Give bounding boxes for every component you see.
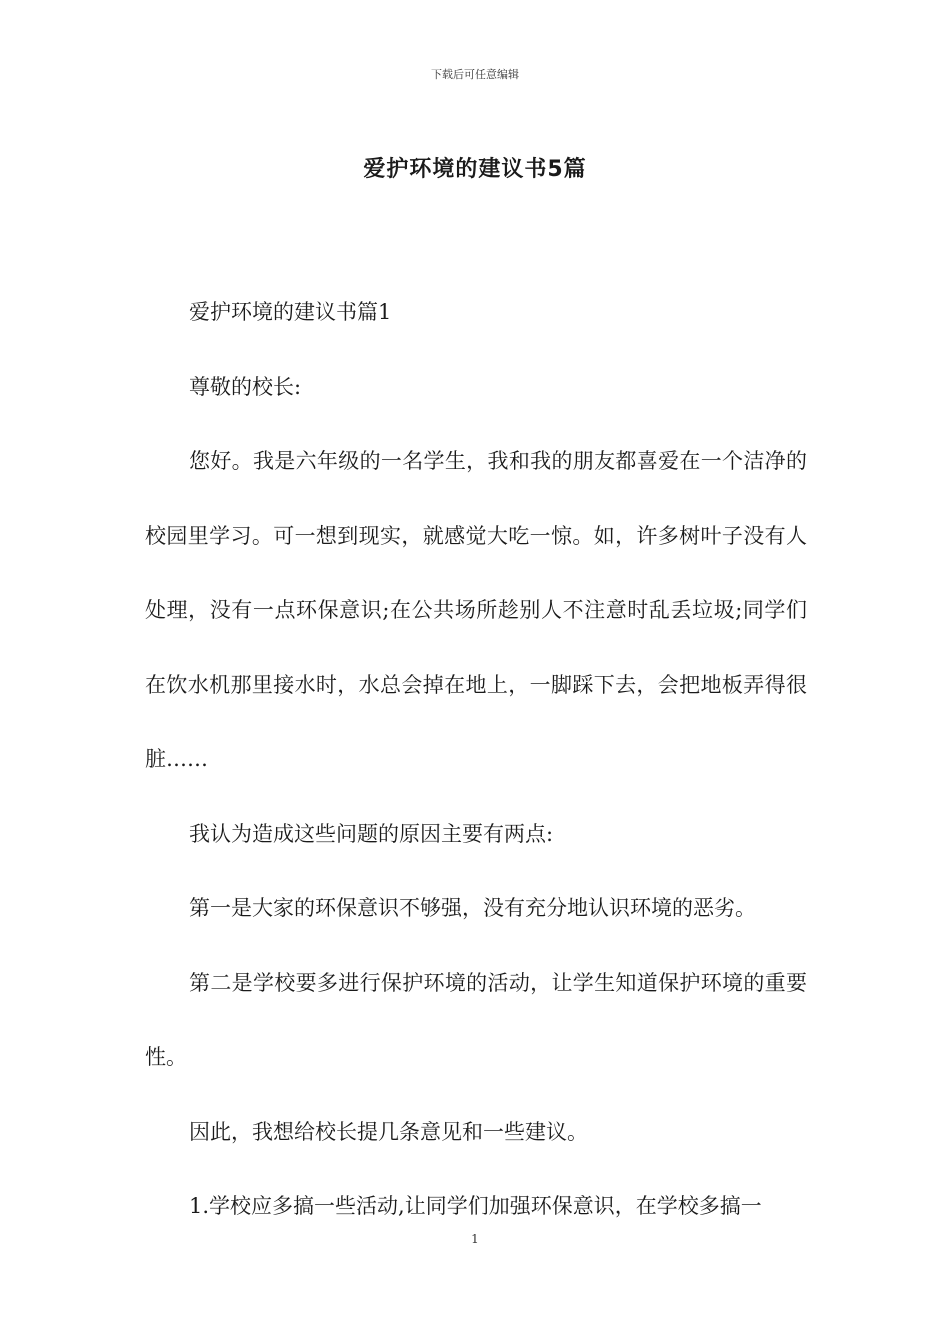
document-body	[145, 275, 807, 1244]
document-title: 爱护环境的建议书5篇	[363, 157, 587, 182]
section-heading: 爱护环境的建议书篇1	[189, 300, 392, 324]
page-header-note: 下载后可任意编辑	[431, 68, 519, 81]
body-paragraph: 第二是学校要多进行保护环境的活动，让学生知道保护环境的重要性。	[145, 970, 807, 1069]
body-paragraph: 因此，我想给校长提几条意见和一些建议。	[189, 1119, 588, 1144]
list-item: 1.学校应多搞一些活动,让同学们加强环保意识，在学校多搞一	[189, 1194, 762, 1218]
body-paragraph: 我认为造成这些问题的原因主要有两点:	[189, 821, 554, 846]
body-paragraph: 第一是大家的环保意识不够强，没有充分地认识环境的恶劣。	[189, 896, 756, 920]
body-paragraph: 您好。我是六年级的一名学生，我和我的朋友都喜爱在一个洁净的校园里学习。可一想到现实，就感觉大吃一惊。如，许多树叶子没有人处理，没有一点环保意识;在公共场所趁别人不注意时乱丢垃圾;同学们在饮水机那里接水时，水总会掉在地上，一脚踩下去，会把地板弄得很脏……	[145, 449, 807, 771]
salutation: 尊敬的校长:	[189, 374, 302, 399]
page-number: 1	[471, 1232, 479, 1246]
